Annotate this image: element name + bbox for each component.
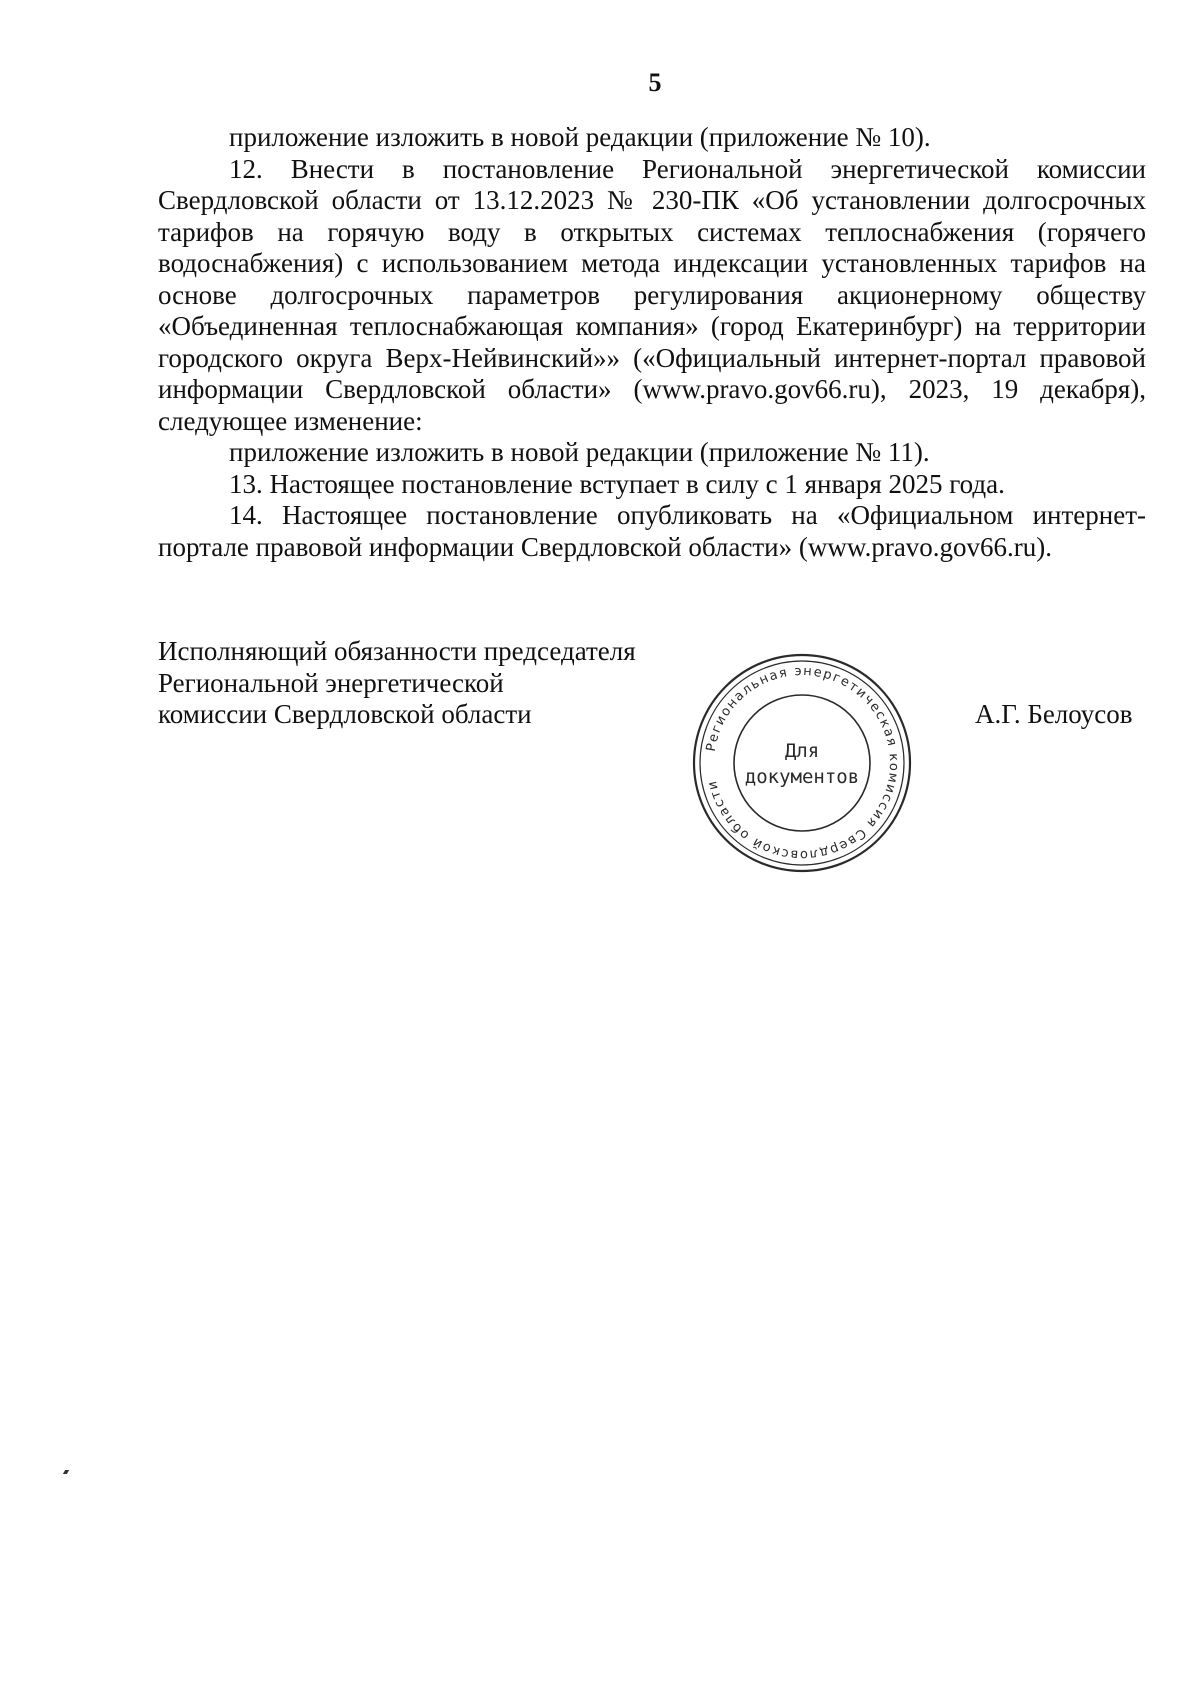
signature-title-line: комиссии Свердловской области: [158, 699, 532, 729]
paragraph-appendix-11: приложение изложить в новой редакции (приложение № 11).: [229, 437, 930, 467]
document-body: [158, 122, 1146, 563]
paragraph-item-12: 12. Внести в постановление Региональной энергетической комиссии Свердловской области от 13.12.2023 № 230-ПК «Об установлении долгосрочных тарифов на горячую воду в открытых системах теплоснабжения (горячего водоснабжения) с использованием метода индексации установленных тарифов на основе долгосрочных параметров регулирования акционерному обществу «Объединенная теплоснабжающая компания» (город Екатеринбург) на территории городского округа Верх-Нейвинский»» («Официальный интернет-портал правовой информации Свердловской области» (www.pravo.gov66.ru), 2023, 19 декабря), следующее изменение:: [158, 153, 1146, 436]
signature-title: [158, 636, 636, 731]
paragraph-appendix-10: приложение изложить в новой редакции (приложение № 10).: [229, 122, 931, 152]
stamp-center-line1: Для: [784, 740, 820, 762]
official-stamp: [688, 649, 916, 877]
paragraph-item-13: 13. Настоящее постановление вступает в силу с 1 января 2025 года.: [229, 468, 1005, 499]
signer-name: А.Г. Белоусов: [975, 699, 1133, 729]
paragraph-item-14: 14. Настоящее постановление опубликовать на «Официальном интернет-портале правовой информации Свердловской области» (www.pravo.gov66.ru).: [158, 500, 1146, 562]
stray-mark: [63, 1470, 69, 1474]
page-number: 5: [648, 68, 662, 97]
stamp-outer-text: Региональная энергетическая комиссия Свердловской области: [703, 663, 902, 863]
signature-title-line: Исполняющий обязанности председателя: [158, 636, 636, 666]
stamp-center-line2: документов: [744, 766, 860, 788]
signature-title-line: Региональной энергетической: [158, 667, 504, 698]
